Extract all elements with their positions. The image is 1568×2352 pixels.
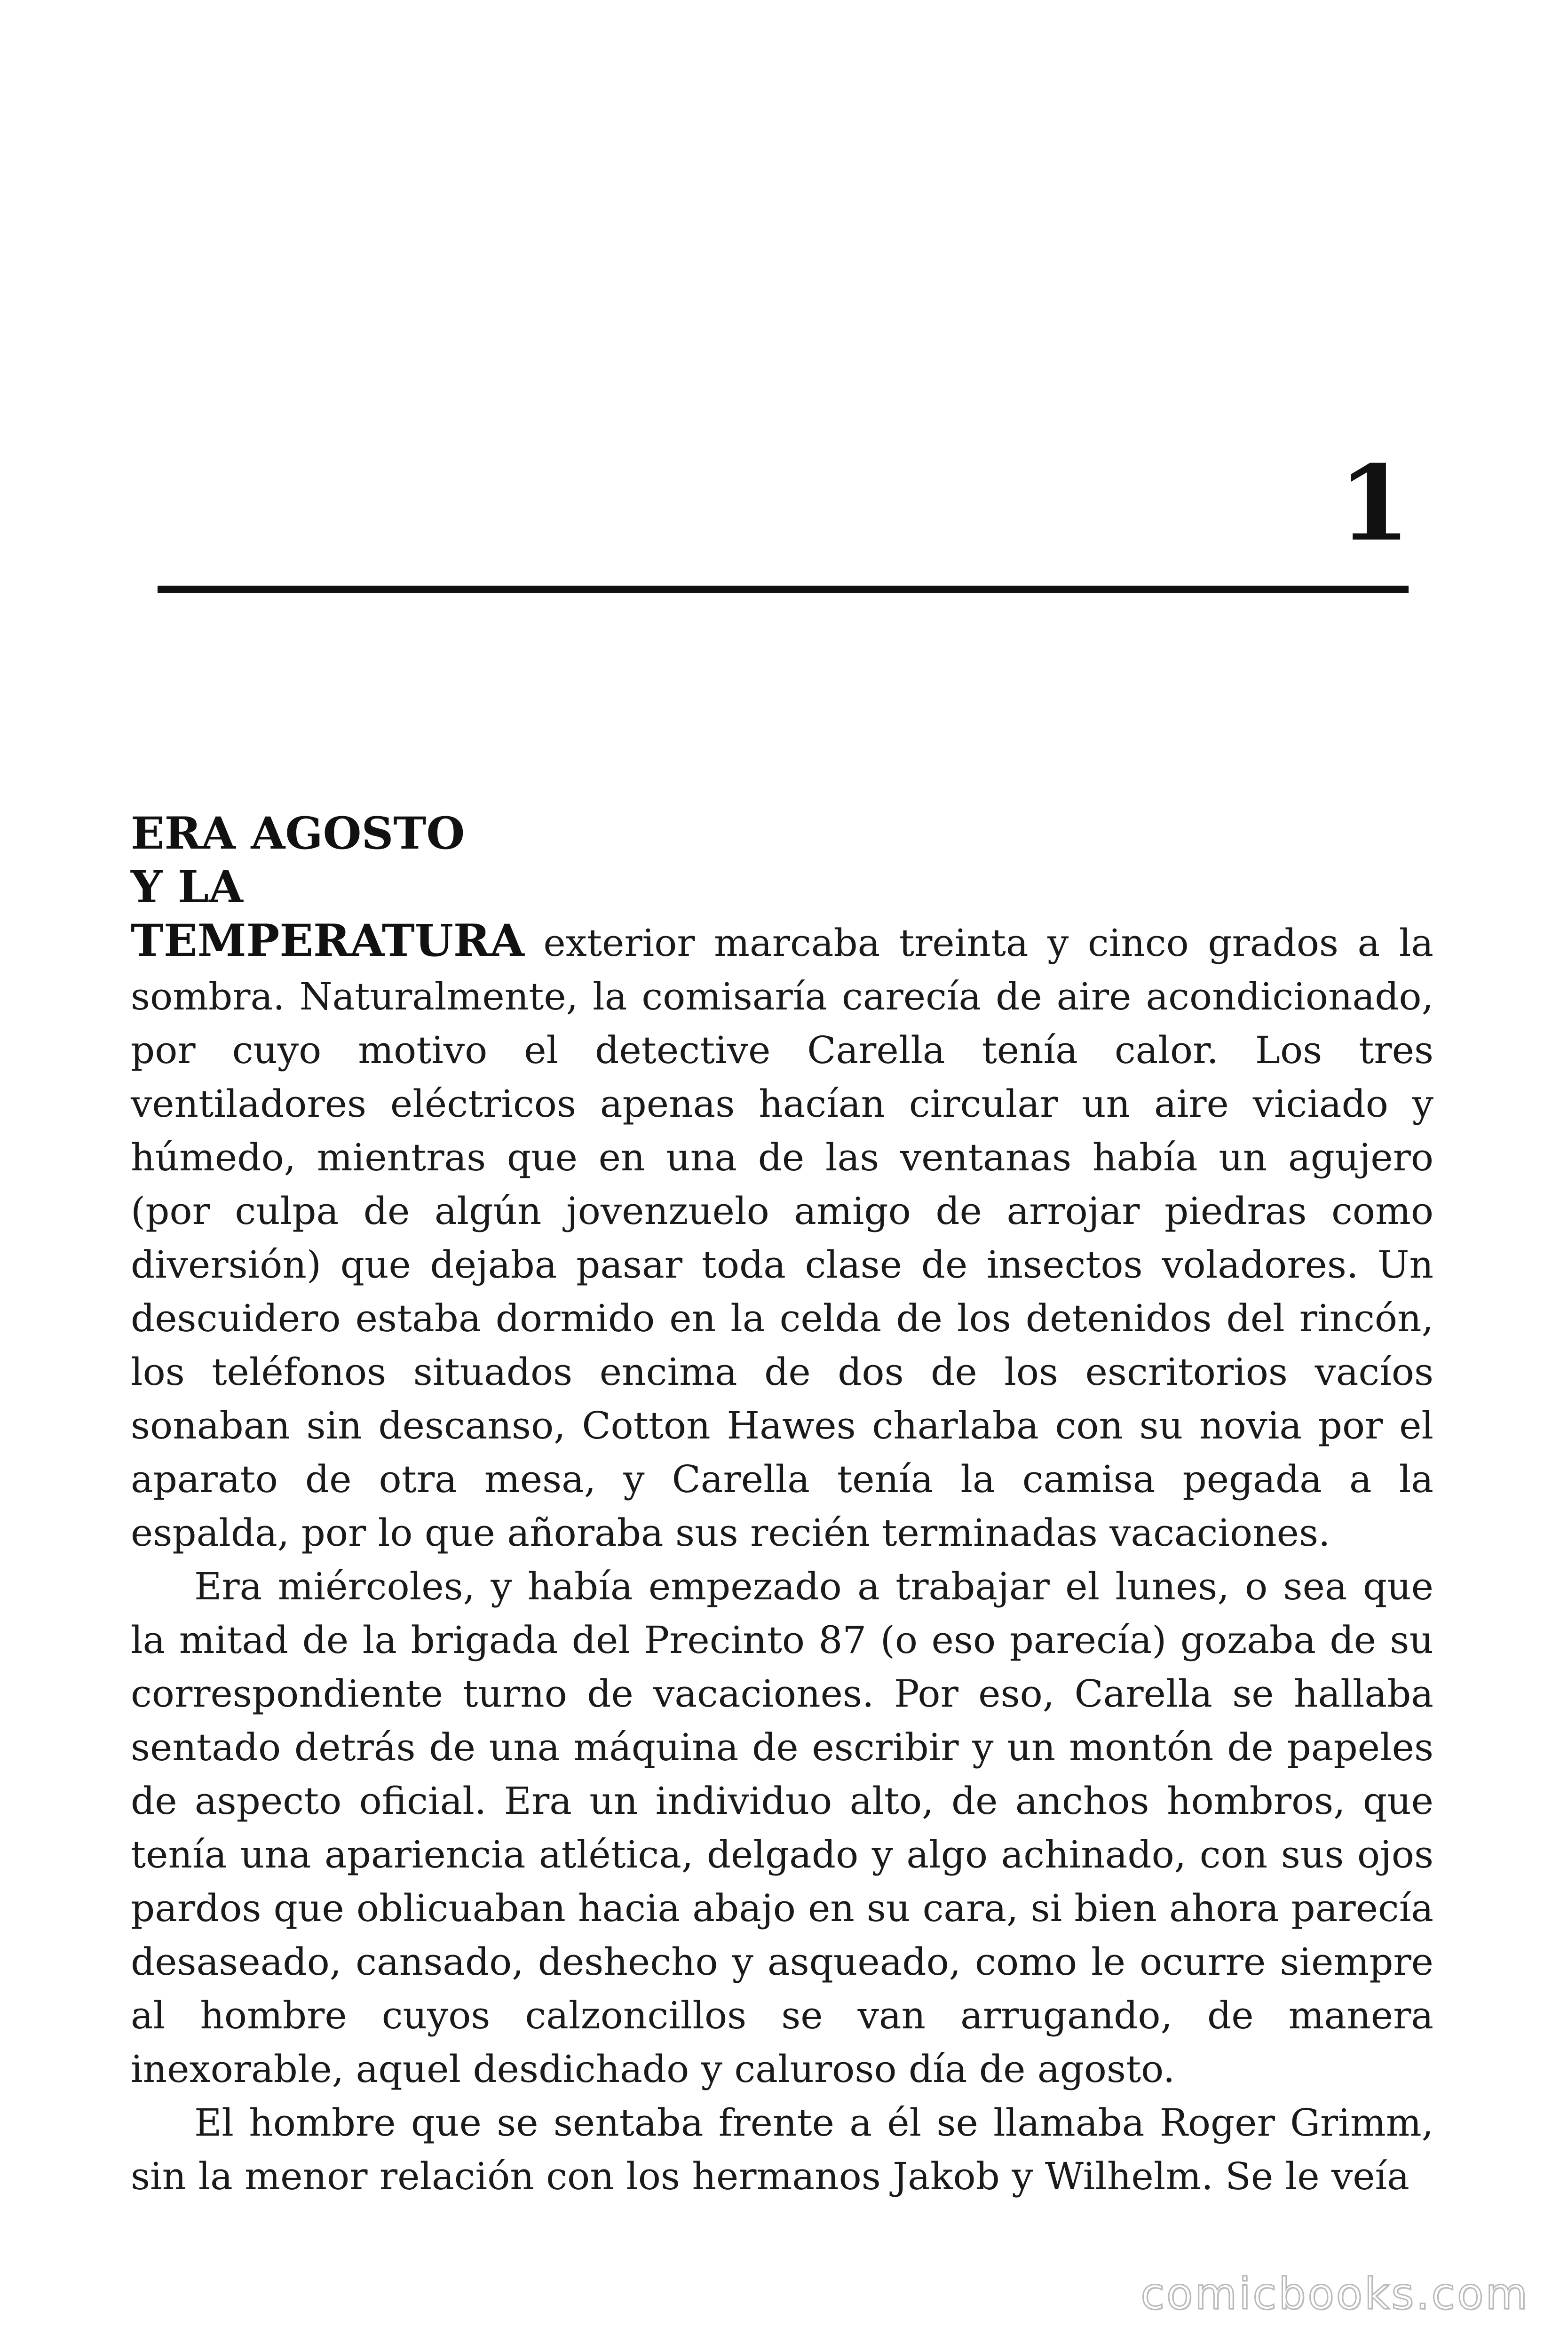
paragraph-1 [131, 807, 1433, 1560]
paragraph-1-text: exterior marcaba treinta y cinco grados a la sombra. Naturalmente, la comisaría carecía de aire acondicionado, por cuyo motivo el detective Carella tenía calor. Los tres ventiladores eléctricos apenas hacían circular un aire viciado y húmedo, mientras que en una de las ventanas había un agujero (por culpa de algún jovenzuelo amigo de arrojar piedras como diversión) que dejaba pasar toda clase de insectos voladores. Un descuidero estaba dormido en la celda de los detenidos del rincón, los teléfonos situados encima de dos de los escritorios vacíos sonaban sin descanso, Cotton Hawes charlaba con su novia por el aparato de otra mesa, y Carella tenía la camisa pegada a la espalda, por lo que añoraba sus recién terminadas vacaciones. [131, 921, 1433, 1555]
chapter-number: 1 [1338, 442, 1410, 564]
opening-line-2: Y LA [131, 861, 243, 913]
paragraph-3: El hombre que se sentaba frente a él se llamaba Roger Grimm, sin la menor relación con los hermanos Jakob y Wilhelm. Se le veía [131, 2101, 1433, 2198]
opening-line-1: ERA AGOSTO [131, 808, 465, 859]
body-text [131, 807, 1433, 2203]
chapter-rule [158, 586, 1409, 593]
paragraph-2: Era miércoles, y había empezado a trabajar el lunes, o sea que la mitad de la brigada del Precinto 87 (o eso parecía) gozaba de su correspondiente turno de vacaciones. Por eso, Carella se hallaba sentado detrás de una máquina de escribir y un montón de papeles de aspecto oficial. Era un individuo alto, de anchos hombros, que tenía una apariencia atlética, delgado y algo achinado, con sus ojos pardos que oblicuaban hacia abajo en su cara, si bien ahora parecía desaseado, cansado, deshecho y asqueado, como le ocurre siempre al hombre cuyos calzoncillos se van arrugando, de manera inexorable, aquel desdichado y caluroso día de agosto. [131, 1565, 1433, 2091]
watermark: comicbooks.com [1140, 2269, 1529, 2319]
opening-word: TEMPERATURA [131, 915, 524, 967]
